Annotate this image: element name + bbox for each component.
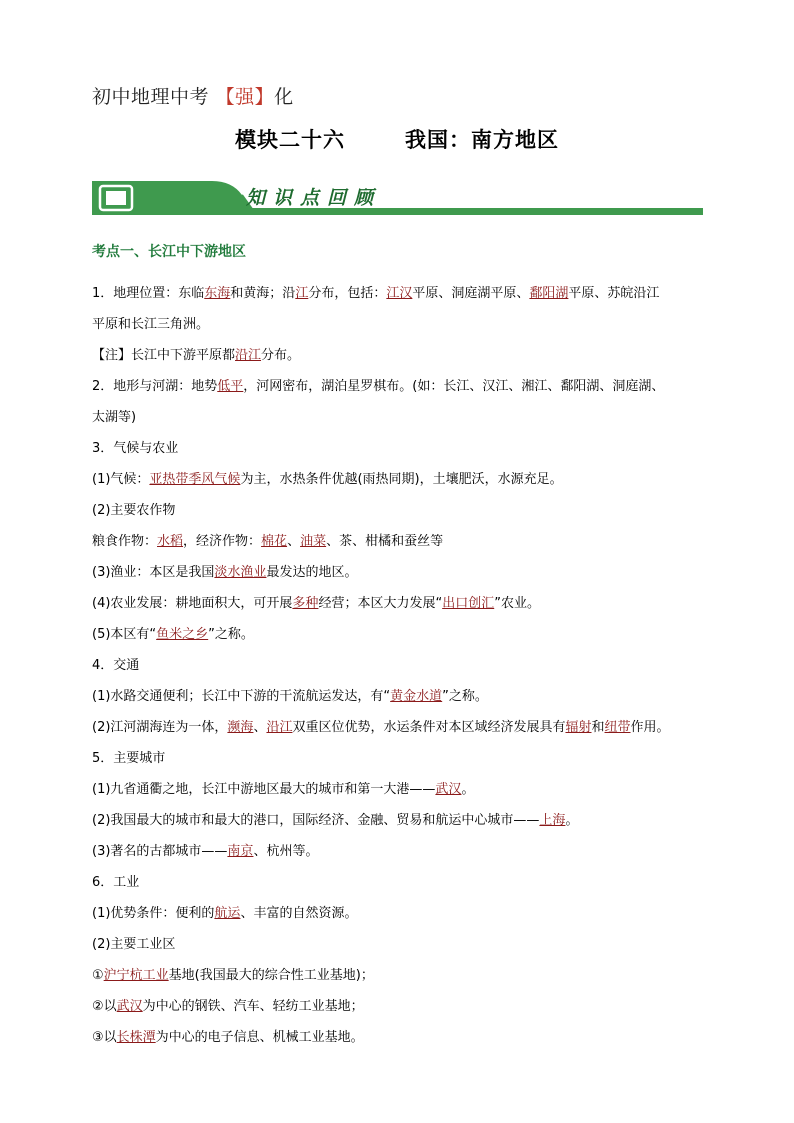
section-banner <box>92 181 703 215</box>
line-text: (3)著名的古都城市—— <box>92 844 228 859</box>
content-line <box>92 557 712 588</box>
line-text: 5．主要城市 <box>92 751 166 766</box>
line-text: 分布，包括： <box>308 286 387 301</box>
content-line <box>92 278 712 309</box>
answer-blank: 长株潭 <box>116 1030 156 1045</box>
line-text: 、 <box>287 534 301 549</box>
content-line <box>92 929 712 960</box>
answer-blank: 棉花 <box>261 534 288 549</box>
header-bracket-text: 强 <box>235 86 255 108</box>
banner-label: 知识点回顾 <box>246 187 382 209</box>
line-text: 4．交通 <box>92 658 140 673</box>
line-text: 和 <box>591 720 605 735</box>
answer-blank: 辐射 <box>565 720 592 735</box>
answer-blank: 濒海 <box>227 720 254 735</box>
line-text: ，河网密布，湖泊星罗棋布。(如：长江、汉江、湘江、鄱阳湖、洞庭湖、 <box>243 379 665 394</box>
line-text: 最发达的地区。 <box>266 565 358 580</box>
answer-blank: 南京 <box>227 844 254 859</box>
line-text: 1．地理位置：东临 <box>92 286 205 301</box>
content-line <box>92 681 712 712</box>
content-line <box>92 774 712 805</box>
answer-blank: 亚热带季风气候 <box>149 472 241 487</box>
content-line <box>92 960 712 991</box>
line-text: 作用。 <box>630 720 670 735</box>
line-text: ”农业。 <box>494 596 540 611</box>
content-line <box>92 991 712 1022</box>
answer-blank: 沿江 <box>235 348 262 363</box>
line-text: ”之称。 <box>208 627 254 642</box>
content-line <box>92 743 712 774</box>
content-line <box>92 526 712 557</box>
answer-blank: 航运 <box>214 906 241 921</box>
line-text: 、丰富的自然资源。 <box>240 906 358 921</box>
line-text: ① <box>92 968 104 983</box>
line-text: 双重区位优势，水运条件对本区域经济发展具有 <box>292 720 566 735</box>
answer-blank: 水稻 <box>157 534 184 549</box>
line-text: 2．地形与河湖：地势 <box>92 379 218 394</box>
line-text: 、 <box>253 720 267 735</box>
line-text: 、茶、柑橘和蚕丝等 <box>326 534 444 549</box>
answer-blank: 沪宁杭工业 <box>103 968 169 983</box>
answer-blank: 出口创汇 <box>442 596 495 611</box>
content-line <box>92 619 712 650</box>
answer-blank: 东海 <box>204 286 231 301</box>
content-line <box>92 371 712 402</box>
section-title: 考点一、长江中下游地区 <box>92 244 246 260</box>
document-header <box>92 82 294 109</box>
content-line <box>92 588 712 619</box>
line-text: ”之称。 <box>442 689 488 704</box>
line-text: ，经济作物： <box>183 534 262 549</box>
content-line <box>92 650 712 681</box>
line-text: 平原、洞庭湖平原、 <box>412 286 530 301</box>
answer-blank: 武汉 <box>116 999 143 1014</box>
line-text: (2)江河湖海连为一体， <box>92 720 228 735</box>
content-line <box>92 433 712 464</box>
line-text: (5)本区有“ <box>92 627 157 642</box>
answer-blank: 江 <box>295 286 309 301</box>
book-icon-page <box>106 191 126 205</box>
header-bracket-close: 】 <box>254 86 275 108</box>
header-text: 初中地理中考 <box>92 86 210 108</box>
answer-blank: 淡水渔业 <box>214 565 267 580</box>
line-text: 和黄海；沿 <box>230 286 296 301</box>
line-text: (2)主要工业区 <box>92 937 176 952</box>
header-suffix: 化 <box>274 86 294 108</box>
line-text: 为主，水热条件优越(雨热同期)，土壤肥沃，水源充足。 <box>240 472 563 487</box>
content-line <box>92 1022 712 1053</box>
line-text: 6．工业 <box>92 875 140 890</box>
answer-blank: 黄金水道 <box>390 689 443 704</box>
answer-blank: 上海 <box>539 813 566 828</box>
line-text: 基地(我国最大的综合性工业基地)； <box>168 968 374 983</box>
content-line <box>92 867 712 898</box>
line-text: 平原和长江三角洲。 <box>92 317 210 332</box>
line-text: (2)我国最大的城市和最大的港口，国际经济、金融、贸易和航运中心城市—— <box>92 813 540 828</box>
header-bracket-open: 【 <box>215 86 236 108</box>
line-text: (1)优势条件：便利的 <box>92 906 215 921</box>
line-text: 粮食作物： <box>92 534 158 549</box>
line-text: (4)农业发展：耕地面积大，可开展 <box>92 596 293 611</box>
page-title <box>0 124 794 154</box>
line-text: (3)渔业：本区是我国 <box>92 565 215 580</box>
page-title-module: 模块二十六 <box>235 128 345 152</box>
answer-blank: 纽带 <box>604 720 631 735</box>
content-line <box>92 309 712 340</box>
line-text: 平原、苏皖沿江 <box>568 286 660 301</box>
content-line <box>92 340 712 371</box>
line-text: (1)水路交通便利；长江中下游的干流航运发达，有“ <box>92 689 391 704</box>
line-text: 太湖等) <box>92 410 137 425</box>
line-text: 【注】长江中下游平原都 <box>92 348 236 363</box>
answer-blank: 低平 <box>217 379 244 394</box>
answer-blank: 油菜 <box>300 534 327 549</box>
answer-blank: 江汉 <box>386 286 413 301</box>
line-text: 3．气候与农业 <box>92 441 179 456</box>
line-text: (1)气候： <box>92 472 150 487</box>
line-text: 为中心的电子信息、机械工业基地。 <box>155 1030 364 1045</box>
banner-graphic <box>92 181 703 215</box>
page-title-topic: 我国：南方地区 <box>405 128 559 152</box>
line-text: (1)九省通衢之地，长江中游地区最大的城市和第一大港—— <box>92 782 436 797</box>
content-line <box>92 805 712 836</box>
answer-blank: 多种 <box>292 596 319 611</box>
content-line <box>92 898 712 929</box>
answer-blank: 沿江 <box>266 720 293 735</box>
line-text: 。 <box>461 782 475 797</box>
line-text: 。 <box>565 813 579 828</box>
line-text: 分布。 <box>261 348 301 363</box>
content-line <box>92 402 712 433</box>
line-text: ②以 <box>92 999 117 1014</box>
line-text: (2)主要农作物 <box>92 503 176 518</box>
line-text: ③以 <box>92 1030 117 1045</box>
answer-blank: 武汉 <box>435 782 462 797</box>
content-line <box>92 712 712 743</box>
content-body <box>92 278 712 1053</box>
answer-blank: 鱼米之乡 <box>156 627 209 642</box>
line-text: 经营；本区大力发展“ <box>318 596 443 611</box>
content-line <box>92 464 712 495</box>
line-text: 、杭州等。 <box>253 844 319 859</box>
answer-blank: 鄱阳湖 <box>529 286 569 301</box>
content-line <box>92 836 712 867</box>
content-line <box>92 495 712 526</box>
line-text: 为中心的钢铁、汽车、轻纺工业基地； <box>142 999 364 1014</box>
